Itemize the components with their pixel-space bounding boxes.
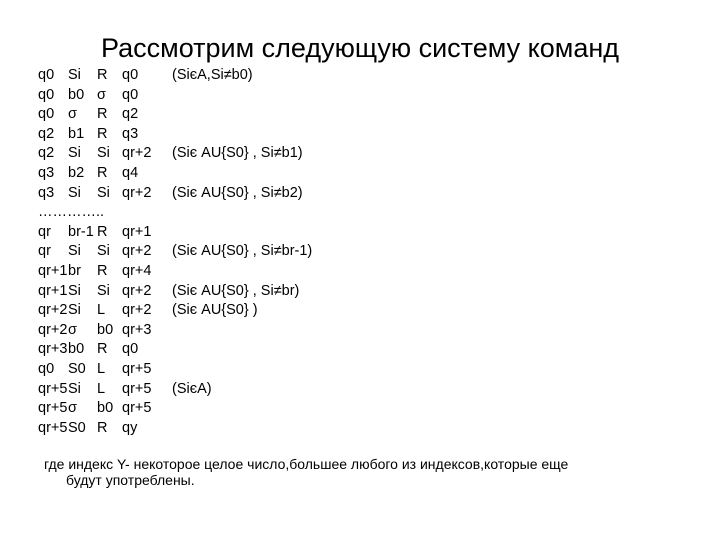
action: L (97, 302, 106, 319)
next-state: qr+2 (122, 145, 152, 162)
state: q0 (38, 67, 55, 83)
next-state: qr+2 (122, 282, 152, 299)
action: Si (97, 243, 110, 260)
next-state: qr+2 (122, 302, 152, 319)
action: b0 (97, 400, 114, 417)
state: qr (38, 243, 51, 260)
state: q0 (38, 360, 55, 377)
symbol: b2 (68, 164, 85, 181)
symbol: Si (68, 302, 81, 319)
action: σ (97, 86, 106, 103)
symbol: br-1 (68, 223, 94, 240)
symbol: σ (68, 400, 77, 417)
next-state: q4 (122, 164, 139, 181)
next-state: qr+5 (122, 400, 152, 417)
action: Si (97, 184, 110, 201)
next-state: qr+3 (122, 321, 152, 338)
action: R (97, 125, 108, 142)
slide-title: Рассмотрим следующую систему команд (101, 33, 619, 63)
action: Si (97, 145, 110, 162)
symbol: S0 (68, 360, 86, 377)
action: R (97, 419, 108, 436)
next-state: qr+5 (122, 380, 152, 397)
condition: (SiєA,Si≠b0) (172, 67, 253, 83)
condition: (SiєA) (172, 380, 212, 397)
state: q3 (38, 164, 55, 181)
action: R (97, 164, 108, 181)
action: R (97, 223, 108, 240)
next-state: qr+4 (122, 262, 152, 279)
state: qr+3 (38, 341, 68, 358)
symbol: Si (68, 184, 81, 201)
state: qr+1 (38, 282, 68, 299)
state: qr+2 (38, 302, 68, 319)
condition: (Siє AU{S0} , Si≠b1) (172, 145, 303, 162)
footnote-line: будут употреблены. (66, 472, 195, 488)
next-state: q0 (122, 341, 139, 358)
symbol: σ (68, 321, 77, 338)
symbol: σ (68, 106, 77, 123)
symbol: Si (68, 243, 81, 260)
next-state: q3 (122, 125, 139, 142)
symbol: b0 (68, 341, 85, 358)
next-state: qy (122, 419, 138, 436)
symbol: S0 (68, 419, 86, 436)
state: qr+2 (38, 321, 68, 338)
next-state: qr+2 (122, 243, 152, 260)
condition: (Siє AU{S0} ) (172, 302, 258, 319)
next-state: qr+5 (122, 360, 152, 377)
state: qr+5 (38, 419, 68, 436)
state: qr+5 (38, 400, 68, 417)
symbol: Si (68, 380, 81, 397)
next-state: q2 (122, 106, 139, 123)
action: b0 (97, 321, 114, 338)
action: R (97, 106, 108, 123)
state: qr+1 (38, 262, 68, 279)
action: Si (97, 282, 110, 299)
action: L (97, 360, 106, 377)
next-state: qr+1 (122, 223, 152, 240)
action: R (97, 67, 108, 83)
footnote (44, 456, 684, 488)
next-state: qr+2 (122, 184, 152, 201)
symbol: b1 (68, 125, 85, 142)
footnote-line: где индекс Y- некоторое целое число,большее любого из индексов,которые еще (44, 456, 569, 472)
symbol: br (68, 262, 81, 279)
state: q2 (38, 145, 55, 162)
symbol: Si (68, 67, 81, 83)
condition: (Siє AU{S0} , Si≠b2) (172, 184, 303, 201)
state: q0 (38, 106, 55, 123)
condition: (Siє AU{S0} , Si≠br-1) (172, 243, 313, 260)
symbol: Si (68, 145, 81, 162)
condition: (Siє AU{S0} , Si≠br) (172, 282, 300, 299)
state: qr+5 (38, 380, 68, 397)
symbol: Si (68, 282, 81, 299)
state: qr (38, 223, 51, 240)
state: q2 (38, 125, 55, 142)
action: R (97, 262, 108, 279)
state: q3 (38, 184, 55, 201)
state: q0 (38, 86, 55, 103)
action: R (97, 341, 108, 358)
action: L (97, 380, 106, 397)
next-state: q0 (122, 67, 139, 83)
next-state: q0 (122, 86, 139, 103)
ellipsis: ………….. (38, 204, 105, 221)
symbol: b0 (68, 86, 85, 103)
